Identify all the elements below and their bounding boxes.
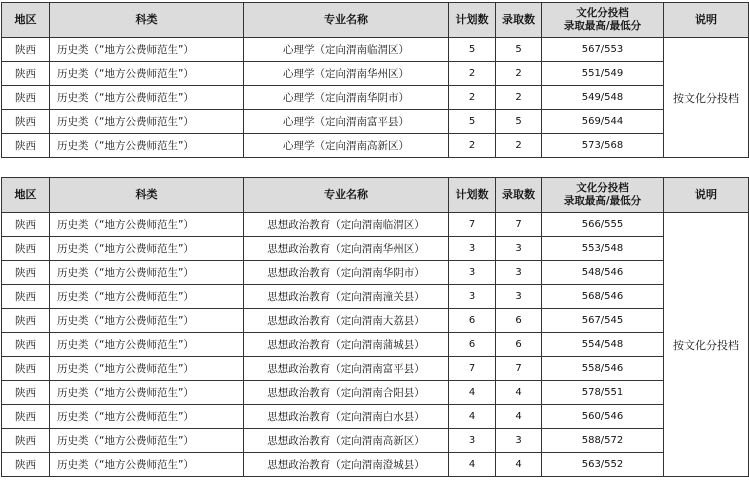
cell-planned: 6 bbox=[449, 333, 496, 357]
header-major: 专业名称 bbox=[244, 178, 449, 213]
cell-major: 心理学（定向渭南临渭区） bbox=[244, 38, 449, 62]
cell-admitted: 2 bbox=[496, 86, 542, 110]
cell-score: 560/546 bbox=[542, 405, 664, 429]
cell-region: 陕西 bbox=[2, 261, 50, 285]
header-category: 科类 bbox=[50, 3, 244, 38]
cell-admitted: 5 bbox=[496, 110, 542, 134]
header-score-line2: 录取最高/最低分 bbox=[563, 20, 642, 32]
table-row bbox=[2, 261, 749, 285]
table-row bbox=[2, 285, 749, 309]
cell-planned: 4 bbox=[449, 453, 496, 477]
table-row bbox=[2, 333, 749, 357]
cell-region: 陕西 bbox=[2, 110, 50, 134]
cell-admitted: 7 bbox=[496, 357, 542, 381]
cell-score: 553/548 bbox=[542, 237, 664, 261]
admission-table-political-education bbox=[1, 177, 749, 477]
header-score-line2: 录取最高/最低分 bbox=[563, 195, 642, 207]
cell-admitted: 4 bbox=[496, 453, 542, 477]
cell-admitted: 3 bbox=[496, 237, 542, 261]
cell-region: 陕西 bbox=[2, 213, 50, 237]
cell-major: 思想政治教育（定向渭南澄城县） bbox=[244, 453, 449, 477]
table-row bbox=[2, 110, 749, 134]
header-admitted: 录取数 bbox=[496, 178, 542, 213]
header-row bbox=[2, 3, 749, 38]
header-planned: 计划数 bbox=[449, 178, 496, 213]
cell-region: 陕西 bbox=[2, 134, 50, 158]
table-gap bbox=[0, 158, 749, 177]
cell-region: 陕西 bbox=[2, 357, 50, 381]
table-row bbox=[2, 357, 749, 381]
header-planned: 计划数 bbox=[449, 3, 496, 38]
table-row bbox=[2, 381, 749, 405]
table-row bbox=[2, 309, 749, 333]
cell-category: 历史类（“地方公费师范生”） bbox=[50, 261, 244, 285]
cell-score: 578/551 bbox=[542, 381, 664, 405]
cell-region: 陕西 bbox=[2, 237, 50, 261]
table-row bbox=[2, 62, 749, 86]
cell-planned: 2 bbox=[449, 134, 496, 158]
cell-major: 心理学（定向渭南高新区） bbox=[244, 134, 449, 158]
cell-admitted: 5 bbox=[496, 38, 542, 62]
table-row bbox=[2, 38, 749, 62]
admission-table-psychology bbox=[1, 2, 749, 158]
header-score-line1: 文化分投档 bbox=[576, 182, 629, 194]
table-row bbox=[2, 453, 749, 477]
cell-major: 思想政治教育（定向渭南富平县） bbox=[244, 357, 449, 381]
cell-region: 陕西 bbox=[2, 38, 50, 62]
cell-score: 588/572 bbox=[542, 429, 664, 453]
cell-admitted: 2 bbox=[496, 134, 542, 158]
header-row bbox=[2, 178, 749, 213]
cell-admitted: 3 bbox=[496, 285, 542, 309]
table-row bbox=[2, 86, 749, 110]
cell-planned: 3 bbox=[449, 237, 496, 261]
cell-category: 历史类（“地方公费师范生”） bbox=[50, 357, 244, 381]
table-row bbox=[2, 429, 749, 453]
cell-category: 历史类（“地方公费师范生”） bbox=[50, 213, 244, 237]
cell-category: 历史类（“地方公费师范生”） bbox=[50, 333, 244, 357]
cell-category: 历史类（“地方公费师范生”） bbox=[50, 285, 244, 309]
cell-region: 陕西 bbox=[2, 429, 50, 453]
cell-planned: 5 bbox=[449, 38, 496, 62]
cell-score: 551/549 bbox=[542, 62, 664, 86]
cell-major: 思想政治教育（定向渭南蒲城县） bbox=[244, 333, 449, 357]
cell-planned: 3 bbox=[449, 285, 496, 309]
cell-score: 558/546 bbox=[542, 357, 664, 381]
cell-region: 陕西 bbox=[2, 309, 50, 333]
header-score bbox=[542, 3, 664, 38]
cell-score: 549/548 bbox=[542, 86, 664, 110]
cell-planned: 2 bbox=[449, 86, 496, 110]
cell-admitted: 4 bbox=[496, 381, 542, 405]
cell-note: 按文化分投档 bbox=[664, 213, 749, 477]
cell-region: 陕西 bbox=[2, 285, 50, 309]
cell-score: 567/553 bbox=[542, 38, 664, 62]
cell-region: 陕西 bbox=[2, 405, 50, 429]
cell-score: 568/546 bbox=[542, 285, 664, 309]
cell-score: 554/548 bbox=[542, 333, 664, 357]
cell-score: 563/552 bbox=[542, 453, 664, 477]
header-category: 科类 bbox=[50, 178, 244, 213]
cell-category: 历史类（“地方公费师范生”） bbox=[50, 429, 244, 453]
cell-category: 历史类（“地方公费师范生”） bbox=[50, 405, 244, 429]
cell-note: 按文化分投档 bbox=[664, 38, 749, 158]
cell-category: 历史类（“地方公费师范生”） bbox=[50, 62, 244, 86]
cell-category: 历史类（“地方公费师范生”） bbox=[50, 309, 244, 333]
header-admitted: 录取数 bbox=[496, 3, 542, 38]
cell-admitted: 7 bbox=[496, 213, 542, 237]
header-region: 地区 bbox=[2, 178, 50, 213]
cell-major: 思想政治教育（定向渭南白水县） bbox=[244, 405, 449, 429]
cell-region: 陕西 bbox=[2, 333, 50, 357]
cell-major: 思想政治教育（定向渭南华阴市） bbox=[244, 261, 449, 285]
cell-planned: 6 bbox=[449, 309, 496, 333]
cell-major: 思想政治教育（定向渭南潼关县） bbox=[244, 285, 449, 309]
cell-admitted: 3 bbox=[496, 429, 542, 453]
cell-planned: 7 bbox=[449, 357, 496, 381]
cell-planned: 5 bbox=[449, 110, 496, 134]
cell-major: 思想政治教育（定向渭南临渭区） bbox=[244, 213, 449, 237]
cell-major: 心理学（定向渭南富平县） bbox=[244, 110, 449, 134]
cell-category: 历史类（“地方公费师范生”） bbox=[50, 453, 244, 477]
cell-score: 566/555 bbox=[542, 213, 664, 237]
cell-admitted: 3 bbox=[496, 261, 542, 285]
cell-planned: 7 bbox=[449, 213, 496, 237]
cell-category: 历史类（“地方公费师范生”） bbox=[50, 134, 244, 158]
cell-planned: 4 bbox=[449, 405, 496, 429]
cell-major: 心理学（定向渭南华阴市） bbox=[244, 86, 449, 110]
cell-score: 569/544 bbox=[542, 110, 664, 134]
cell-category: 历史类（“地方公费师范生”） bbox=[50, 86, 244, 110]
cell-region: 陕西 bbox=[2, 86, 50, 110]
cell-region: 陕西 bbox=[2, 381, 50, 405]
cell-category: 历史类（“地方公费师范生”） bbox=[50, 38, 244, 62]
cell-category: 历史类（“地方公费师范生”） bbox=[50, 381, 244, 405]
cell-category: 历史类（“地方公费师范生”） bbox=[50, 237, 244, 261]
header-score-line1: 文化分投档 bbox=[576, 7, 629, 19]
cell-score: 567/545 bbox=[542, 309, 664, 333]
cell-admitted: 2 bbox=[496, 62, 542, 86]
cell-major: 思想政治教育（定向渭南合阳县） bbox=[244, 381, 449, 405]
header-note: 说明 bbox=[664, 178, 749, 213]
table-row bbox=[2, 134, 749, 158]
cell-admitted: 4 bbox=[496, 405, 542, 429]
cell-planned: 3 bbox=[449, 261, 496, 285]
cell-score: 573/568 bbox=[542, 134, 664, 158]
header-major: 专业名称 bbox=[244, 3, 449, 38]
cell-region: 陕西 bbox=[2, 62, 50, 86]
header-region: 地区 bbox=[2, 3, 50, 38]
cell-major: 思想政治教育（定向渭南华州区） bbox=[244, 237, 449, 261]
cell-planned: 4 bbox=[449, 381, 496, 405]
cell-major: 心理学（定向渭南华州区） bbox=[244, 62, 449, 86]
cell-category: 历史类（“地方公费师范生”） bbox=[50, 110, 244, 134]
cell-major: 思想政治教育（定向渭南大荔县） bbox=[244, 309, 449, 333]
cell-planned: 3 bbox=[449, 429, 496, 453]
header-score bbox=[542, 178, 664, 213]
cell-major: 思想政治教育（定向渭南高新区） bbox=[244, 429, 449, 453]
table-row bbox=[2, 237, 749, 261]
table-row bbox=[2, 213, 749, 237]
cell-score: 548/546 bbox=[542, 261, 664, 285]
cell-region: 陕西 bbox=[2, 453, 50, 477]
cell-admitted: 6 bbox=[496, 309, 542, 333]
cell-admitted: 6 bbox=[496, 333, 542, 357]
cell-planned: 2 bbox=[449, 62, 496, 86]
header-note: 说明 bbox=[664, 3, 749, 38]
table-row bbox=[2, 405, 749, 429]
